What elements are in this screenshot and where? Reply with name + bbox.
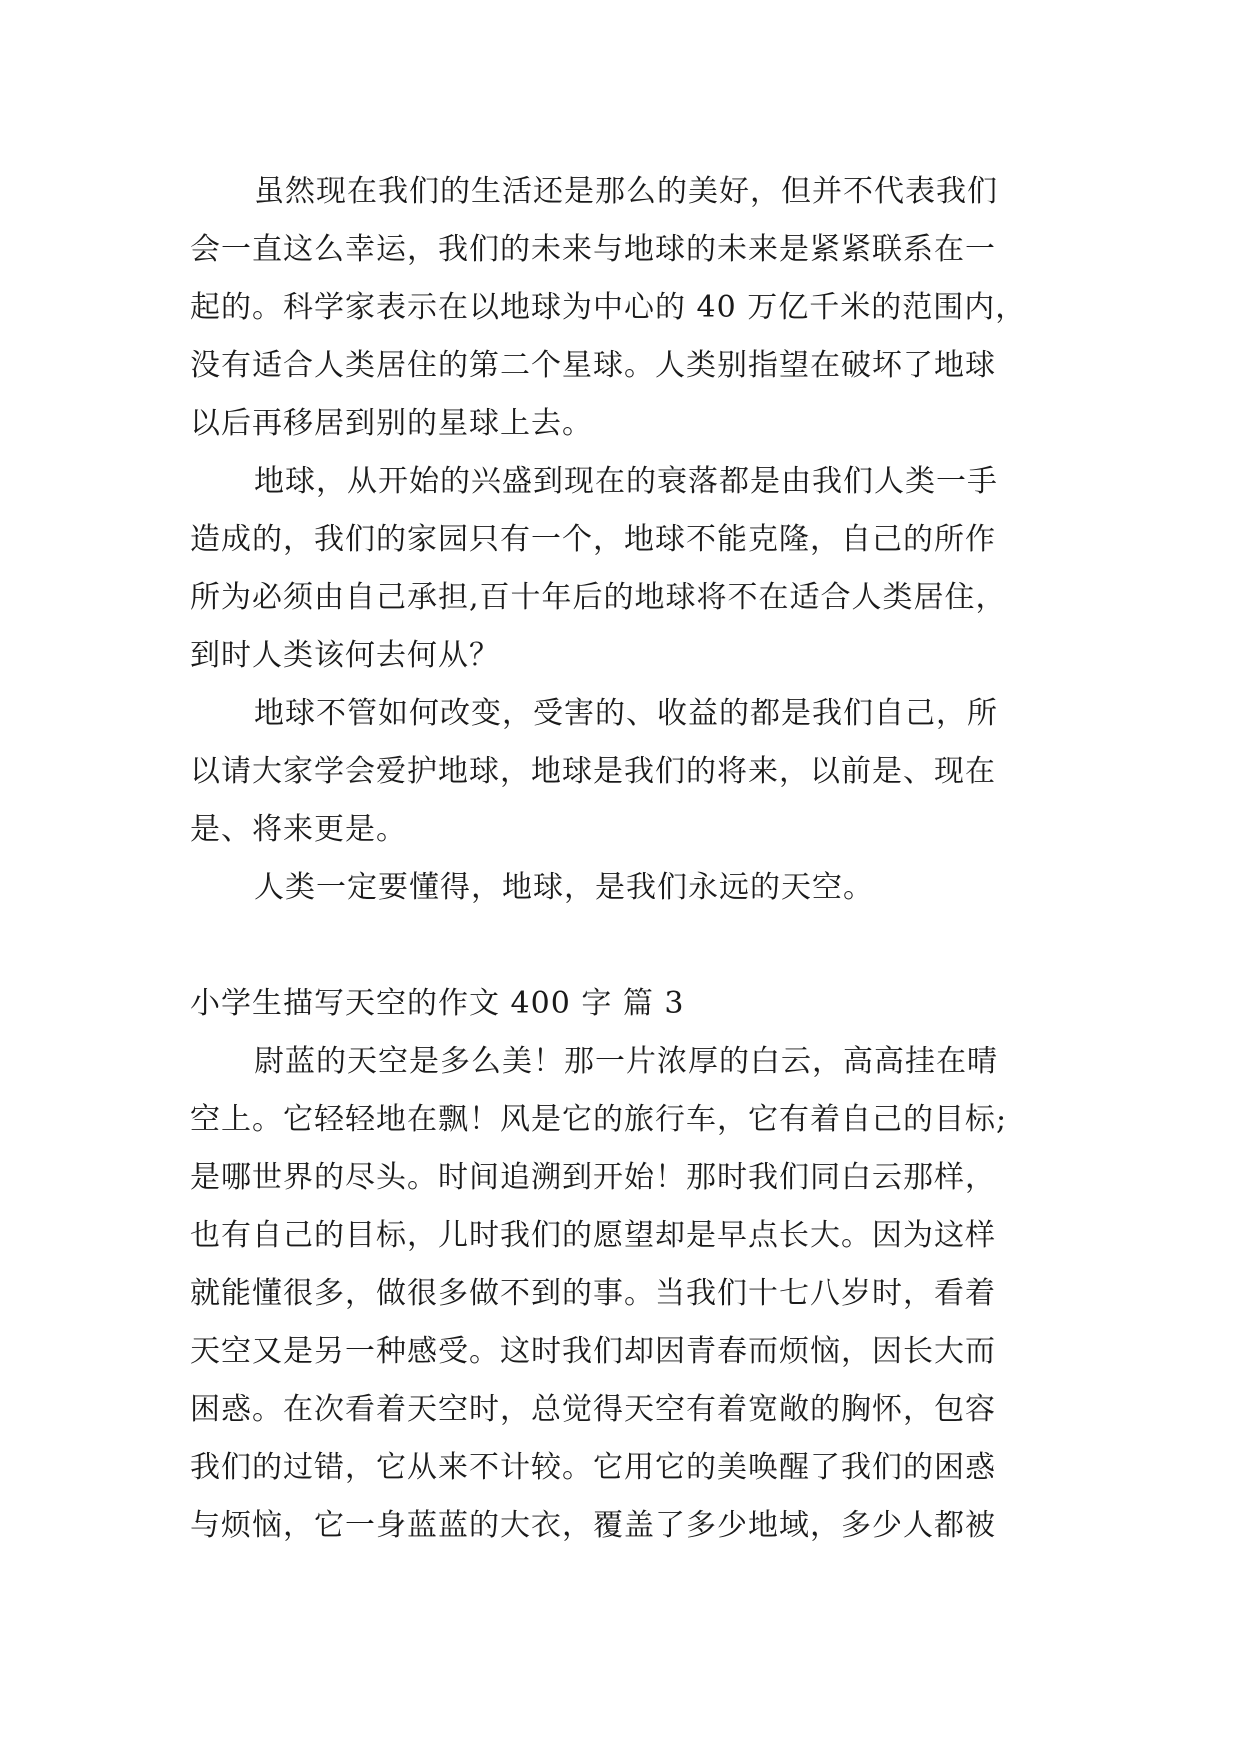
text-line: 我们的过错，它从来不计较。它用它的美唤醒了我们的困惑 [190,1450,996,1485]
text-line: 虽然现在我们的生活还是那么的美好，但并不代表我们 [254,174,998,209]
text-line: 是、将来更是。 [190,812,407,847]
text-line: 也有自己的目标，儿时我们的愿望却是早点长大。因为这样 [190,1218,996,1253]
document-body [190,163,1070,1555]
text-line: 到时人类该何去何从？ [190,638,500,673]
text-line: 所为必须由自己承担,百十年后的地球将不在适合人类居住， [190,580,1007,615]
text-line: 以请大家学会爱护地球，地球是我们的将来，以前是、现在 [190,754,996,789]
text-line: 天空又是另一种感受。这时我们却因青春而烦恼，因长大而 [190,1334,996,1369]
text-line: 空上。它轻轻地在飘！风是它的旅行车，它有着自己的目标; [190,1102,1008,1137]
text-line: 起的。科学家表示在以地球为中心的 40 万亿千米的范围内， [190,290,1027,325]
section-title: 小学生描写天空的作文 400 字 篇 3 [190,986,685,1021]
paragraph-1 [190,163,1070,453]
text-line: 是哪世界的尽头。时间追溯到开始！那时我们同白云那样， [190,1160,996,1195]
section-paragraph-1 [190,1033,1070,1555]
text-line: 会一直这么幸运，我们的未来与地球的未来是紧紧联系在一 [190,232,996,267]
text-line: 地球，从开始的兴盛到现在的衰落都是由我们人类一手 [254,464,998,499]
text-line: 以后再移居到别的星球上去。 [190,406,593,441]
text-line: 就能懂很多，做很多做不到的事。当我们十七八岁时，看着 [190,1276,996,1311]
text-line: 造成的，我们的家园只有一个，地球不能克隆，自己的所作 [190,522,996,557]
paragraph-2 [190,453,1070,685]
text-line: 没有适合人类居住的第二个星球。人类别指望在破坏了地球 [190,348,996,383]
text-line: 尉蓝的天空是多么美！那一片浓厚的白云，高高挂在晴 [254,1044,998,1079]
section-heading [190,975,1070,1033]
text-line: 与烦恼，它一身蓝蓝的大衣，覆盖了多少地域，多少人都被 [190,1508,996,1543]
text-line: 困惑。在次看着天空时，总觉得天空有着宽敞的胸怀，包容 [190,1392,996,1427]
text-line: 地球不管如何改变，受害的、收益的都是我们自己，所 [254,696,998,731]
text-line: 人类一定要懂得，地球，是我们永远的天空。 [254,870,874,905]
paragraph-3 [190,685,1070,859]
paragraph-4 [190,859,1070,917]
